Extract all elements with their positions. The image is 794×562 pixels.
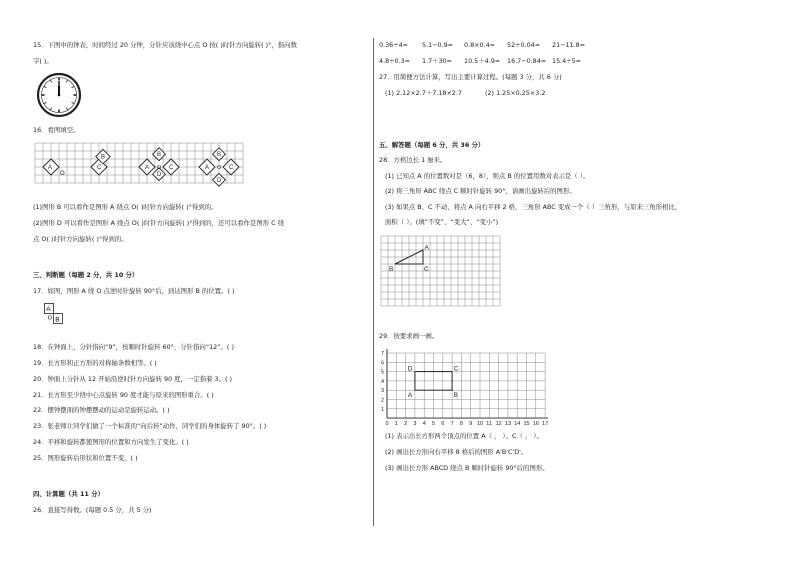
calc-item: 52÷0.04= xyxy=(507,41,541,49)
q29-x-tick: 13 xyxy=(504,421,512,428)
q16-label: O xyxy=(217,165,222,171)
q29-sub3: (3) 画出长方形 ABCD 绕点 B 顺时针旋转 90°后的图形。 xyxy=(385,464,549,472)
q29-y-tick: 7 xyxy=(381,351,385,357)
q29-x-tick: 9 xyxy=(469,421,473,428)
q29-x-tick: 0 xyxy=(385,421,389,428)
section3-heading: 三、判断题（每题 2 分，共 10 分） xyxy=(33,271,139,279)
q16-label: A xyxy=(145,165,150,171)
q25: 25．图形旋转后形状和位置不变。( ) xyxy=(33,454,138,462)
q20: 20．钟面上分针从 12 开始沿逆时针方向旋转 90 度，一定指着 3。( ) xyxy=(33,375,233,383)
q29-label-a: A xyxy=(407,392,413,400)
q28-grid-figure xyxy=(380,234,508,311)
q29-x-tick: 5 xyxy=(432,421,436,428)
calc-item: 0.8×0.4= xyxy=(464,41,496,49)
q29-y-tick: 6 xyxy=(381,360,385,367)
q16-sub2a: (2)图形 D 可以看作是图形 A 绕点 O( )时针方向旋转( )°得到的，还可以看作是图形 C 绕 xyxy=(33,219,285,227)
q17: 17．如图，图形 A 绕 O 点逆时针旋转 90°后，到达图形 B 的位置。( ) xyxy=(33,287,235,295)
q16-sub2b: 点 O( )时针方向旋转( )°得到的。 xyxy=(33,235,128,243)
q16-label: B xyxy=(157,152,162,159)
q17-figure xyxy=(44,303,74,327)
q29: 29．按要求画一画。 xyxy=(379,332,439,340)
calc-item: 0.36÷4= xyxy=(379,41,409,49)
calc-item: 21−11.8= xyxy=(552,41,586,49)
calc-item: 1.7＋30= xyxy=(422,57,453,65)
q18: 18．在钟面上，分针指向“9”，按顺时针旋转 60°，分针指向“12”。( ) xyxy=(33,343,234,351)
q16-grid-lines xyxy=(35,143,243,183)
q16-label: A xyxy=(48,165,53,171)
q28-label-c: C xyxy=(424,266,429,273)
q29-x-tick: 3 xyxy=(413,421,417,428)
q29-x-tick: 11 xyxy=(486,421,493,428)
calc-item: 5.1−0.9= xyxy=(422,41,454,49)
q28-sub2: (2) 将三角形 ABC 绕点 C 顺时针旋转 90°，请画出旋转后的图形。 xyxy=(385,187,576,195)
fig17-label-b: B xyxy=(55,316,60,324)
q29-y-tick: 3 xyxy=(381,388,385,395)
q28-label-b: B xyxy=(389,266,394,273)
q23: 23．张老师让同学们做了一个标准的“向后转”动作，同学们的身体旋转了 90°。( ) xyxy=(33,422,267,430)
column-divider xyxy=(373,38,374,526)
q16-label: A xyxy=(205,165,210,171)
q29-label-b: B xyxy=(453,392,458,400)
q29-x-tick: 4 xyxy=(422,421,426,428)
q28-label-a: A xyxy=(424,244,429,252)
q29-sub1: (1) 表示出长方形两个顶点的位置 A（ ， ）、C（ ， ）。 xyxy=(385,432,543,440)
calc-item: 15.4÷5= xyxy=(552,57,582,65)
q29-x-tick: 17 xyxy=(542,421,549,428)
q21: 21．长方形至少绕中心点旋转 90 度才能与原来的图形重合。( ) xyxy=(33,391,214,399)
calc-item: 4.8÷0.3= xyxy=(379,57,411,65)
section4-heading: 四、计算题（共 11 分） xyxy=(33,490,104,498)
q29-x-tick: 12 xyxy=(495,421,502,428)
q16-label: C xyxy=(97,165,102,171)
q29-label-d: D xyxy=(407,365,413,373)
q29-x-tick: 10 xyxy=(477,421,484,428)
q28-grid-lines xyxy=(381,236,500,306)
q16-label: D xyxy=(157,172,162,179)
q22: 22．摆钟摆面的钟摆摆动的运动是旋转运动。( ) xyxy=(33,406,170,414)
q29-y-tick: 2 xyxy=(381,397,385,404)
q29-x-tick: 14 xyxy=(514,421,521,428)
q27-item-2: (2) 1.25×0.25×3.2 xyxy=(485,89,546,97)
q27-item-1: (1) 2.12×2.7＋7.18×2.7 xyxy=(385,89,462,97)
fig17-label-a: A xyxy=(46,306,51,314)
calc-item: 16.7−0.84= xyxy=(507,57,547,65)
q28-sub1: (1) 已知点 A 的位置数对是（6，8），则点 B 的位置用数对表示是（ ）。 xyxy=(385,172,590,180)
q24: 24．平移和旋转都使图形的位置和方向发生了变化。( ) xyxy=(33,438,189,446)
q29-label-c: C xyxy=(453,365,459,373)
q16-label: O xyxy=(157,165,162,171)
q29-x-tick: 6 xyxy=(441,421,445,428)
q15-clock-figure xyxy=(36,72,82,118)
q29-x-tick: 1 xyxy=(394,421,398,428)
q28-sub3b: 面积（ ）。(填“不变”、“变大”、“变小”) xyxy=(385,218,499,226)
q29-coordinate-grid xyxy=(378,347,558,427)
q26: 26．直接写得数。(每题 0.5 分，共 5 分) xyxy=(33,506,152,514)
q16-title: 16．看图填空。 xyxy=(33,126,80,134)
q16-label: O xyxy=(60,171,65,177)
q27: 27．用简便方法计算，写出主要计算过程。(每题 3 分，共 6 分) xyxy=(379,73,562,81)
calc-item: 10.5＋4.9= xyxy=(464,57,501,65)
q29-sub2: (2) 画出长方形向右平移 8 格后的图形 A'B'C'D'。 xyxy=(385,448,528,456)
q16-label: C xyxy=(229,165,234,171)
fig17-label-o: O xyxy=(47,315,53,322)
q29-y-tick: 4 xyxy=(381,378,385,385)
q28-sub3a: (3) 如果点 B、C 不动，将点 A 向右平移 2 格，三角形 ABC 变成一个（ ）三角形，与原来三角形相比， xyxy=(385,203,682,211)
q29-x-tick: 2 xyxy=(404,421,408,428)
q29-y-tick: 5 xyxy=(381,369,385,376)
q29-x-tick: 8 xyxy=(459,421,463,428)
q15-line2: 字( )。 xyxy=(33,57,53,65)
q15-line1: 15．下图中的钟表，时间经过 20 分钟，分针应该绕中心点 O 按( )时针方向旋转( )°，指向数 xyxy=(33,41,297,49)
q29-grid-lines xyxy=(387,353,545,418)
q28: 28．方格边长 1 厘米。 xyxy=(379,156,447,164)
q29-y-tick: 1 xyxy=(381,406,385,413)
q16-label: C xyxy=(169,165,174,171)
q16-label: D xyxy=(217,177,222,184)
q16-label: B xyxy=(217,152,222,159)
q19: 19．长方形和正方形的对称轴条数相等。( ) xyxy=(33,359,157,367)
q29-x-tick: 15 xyxy=(523,421,530,428)
q16-sub1: (1)图形 B 可以看作是图形 A 绕点 O( )时针方向旋转( )°得到的。 xyxy=(33,203,218,211)
q16-label: B xyxy=(101,154,106,161)
q29-x-tick: 7 xyxy=(450,421,454,428)
q29-x-tick: 16 xyxy=(532,421,539,428)
q16-grid-figure xyxy=(34,140,248,188)
section5-heading: 五、解答题（每题 6 分，共 36 分） xyxy=(379,141,485,149)
